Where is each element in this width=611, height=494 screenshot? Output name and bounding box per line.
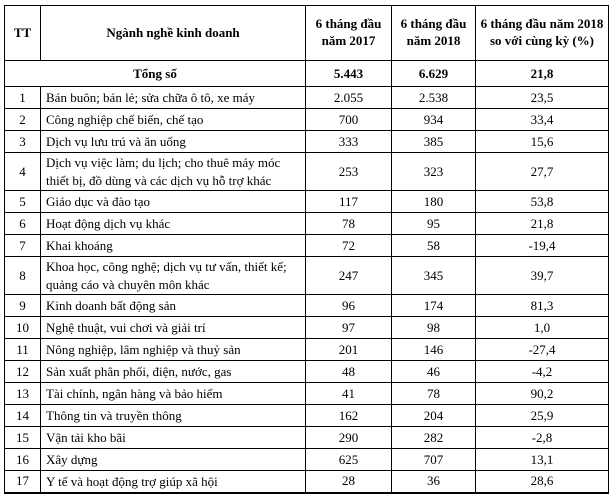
row-sector: Bán buôn; bán lẻ; sửa chữa ô tô, xe máy	[41, 87, 306, 109]
row-sector: Giáo dục và đào tạo	[41, 191, 306, 213]
row-2018: 95	[392, 213, 476, 235]
row-sector: Nghệ thuật, vui chơi và giải trí	[41, 317, 306, 339]
row-2018: 2.538	[392, 87, 476, 109]
table-row	[5, 449, 609, 471]
row-number: 14	[5, 405, 41, 427]
row-pct: -2,8	[476, 427, 609, 449]
row-number: 10	[5, 317, 41, 339]
row-2017: 48	[306, 361, 392, 383]
row-2017: 72	[306, 235, 392, 257]
row-2018: 204	[392, 405, 476, 427]
row-2017: 162	[306, 405, 392, 427]
table-header	[5, 6, 609, 61]
row-sector: Tài chính, ngân hàng và bảo hiểm	[41, 383, 306, 405]
row-2018: 46	[392, 361, 476, 383]
row-number: 3	[5, 131, 41, 153]
row-2017: 2.055	[306, 87, 392, 109]
row-sector: Kinh doanh bất động sản	[41, 295, 306, 317]
header-tt: TT	[5, 6, 41, 61]
row-number: 9	[5, 295, 41, 317]
row-number: 13	[5, 383, 41, 405]
row-2018: 934	[392, 109, 476, 131]
row-2017: 97	[306, 317, 392, 339]
row-2017: 96	[306, 295, 392, 317]
row-number: 6	[5, 213, 41, 235]
row-sector: Công nghiệp chế biến, chế tạo	[41, 109, 306, 131]
row-2017: 247	[306, 257, 392, 295]
table-row	[5, 339, 609, 361]
header-2018: 6 tháng đầu năm 2018	[392, 6, 476, 61]
row-2018: 36	[392, 471, 476, 493]
row-2017: 253	[306, 153, 392, 191]
row-sector: Thông tin và truyền thông	[41, 405, 306, 427]
row-2017: 117	[306, 191, 392, 213]
business-sectors-table	[4, 5, 609, 494]
row-2018: 282	[392, 427, 476, 449]
total-row	[5, 61, 609, 87]
row-number: 4	[5, 153, 41, 191]
row-pct: 90,2	[476, 383, 609, 405]
row-number: 8	[5, 257, 41, 295]
row-pct: 13,1	[476, 449, 609, 471]
total-pct: 21,8	[476, 61, 609, 87]
row-number: 5	[5, 191, 41, 213]
table-row	[5, 131, 609, 153]
row-sector: Y tế và hoạt động trợ giúp xã hội	[41, 471, 306, 493]
row-number: 12	[5, 361, 41, 383]
table-row	[5, 427, 609, 449]
row-number: 7	[5, 235, 41, 257]
row-2018: 323	[392, 153, 476, 191]
table-row	[5, 213, 609, 235]
row-number: 17	[5, 471, 41, 493]
row-pct: 39,7	[476, 257, 609, 295]
row-2018: 385	[392, 131, 476, 153]
row-number: 11	[5, 339, 41, 361]
row-2018: 98	[392, 317, 476, 339]
table-row	[5, 257, 609, 295]
row-pct: 33,4	[476, 109, 609, 131]
row-sector: Vận tải kho bãi	[41, 427, 306, 449]
row-number: 15	[5, 427, 41, 449]
row-number: 1	[5, 87, 41, 109]
row-2017: 41	[306, 383, 392, 405]
table-row	[5, 383, 609, 405]
row-pct: -4,2	[476, 361, 609, 383]
total-2017: 5.443	[306, 61, 392, 87]
row-sector: Khoa học, công nghệ; dịch vụ tư vấn, thiết kế; quảng cáo và chuyên môn khác	[41, 257, 306, 295]
table-row	[5, 361, 609, 383]
header-row	[5, 6, 609, 61]
row-pct: 23,5	[476, 87, 609, 109]
row-pct: 1,0	[476, 317, 609, 339]
header-2017: 6 tháng đầu năm 2017	[306, 6, 392, 61]
row-sector: Hoạt động dịch vụ khác	[41, 213, 306, 235]
row-sector: Dịch vụ việc làm; du lịch; cho thuê máy móc thiết bị, đồ dùng và các dịch vụ hỗ trợ khác	[41, 153, 306, 191]
row-sector: Dịch vụ lưu trú và ăn uống	[41, 131, 306, 153]
row-2017: 625	[306, 449, 392, 471]
table-row	[5, 87, 609, 109]
table-row	[5, 471, 609, 493]
row-2018: 180	[392, 191, 476, 213]
row-2017: 78	[306, 213, 392, 235]
table-row	[5, 295, 609, 317]
row-number: 16	[5, 449, 41, 471]
row-sector: Xây dựng	[41, 449, 306, 471]
header-pct: 6 tháng đầu năm 2018 so với cùng kỳ (%)	[476, 6, 609, 61]
table-row	[5, 317, 609, 339]
row-pct: 27,7	[476, 153, 609, 191]
row-2018: 707	[392, 449, 476, 471]
row-2018: 146	[392, 339, 476, 361]
row-pct: -27,4	[476, 339, 609, 361]
row-2018: 174	[392, 295, 476, 317]
row-2017: 28	[306, 471, 392, 493]
table-row	[5, 235, 609, 257]
row-2018: 58	[392, 235, 476, 257]
row-pct: 81,3	[476, 295, 609, 317]
header-sector: Ngành nghề kinh doanh	[41, 6, 306, 61]
row-pct: 21,8	[476, 213, 609, 235]
row-pct: 15,6	[476, 131, 609, 153]
row-2017: 290	[306, 427, 392, 449]
row-2017: 700	[306, 109, 392, 131]
row-number: 2	[5, 109, 41, 131]
row-pct: 28,6	[476, 471, 609, 493]
row-2017: 333	[306, 131, 392, 153]
row-sector: Nông nghiệp, lâm nghiệp và thuỷ sản	[41, 339, 306, 361]
table-row	[5, 191, 609, 213]
row-pct: 53,8	[476, 191, 609, 213]
row-sector: Khai khoáng	[41, 235, 306, 257]
table-row	[5, 153, 609, 191]
row-pct: -19,4	[476, 235, 609, 257]
row-sector: Sản xuất phân phối, điện, nước, gas	[41, 361, 306, 383]
total-label: Tổng số	[5, 61, 306, 87]
table-row	[5, 109, 609, 131]
table-row	[5, 405, 609, 427]
row-pct: 25,9	[476, 405, 609, 427]
row-2018: 345	[392, 257, 476, 295]
table-body	[5, 61, 609, 493]
row-2018: 78	[392, 383, 476, 405]
total-2018: 6.629	[392, 61, 476, 87]
row-2017: 201	[306, 339, 392, 361]
